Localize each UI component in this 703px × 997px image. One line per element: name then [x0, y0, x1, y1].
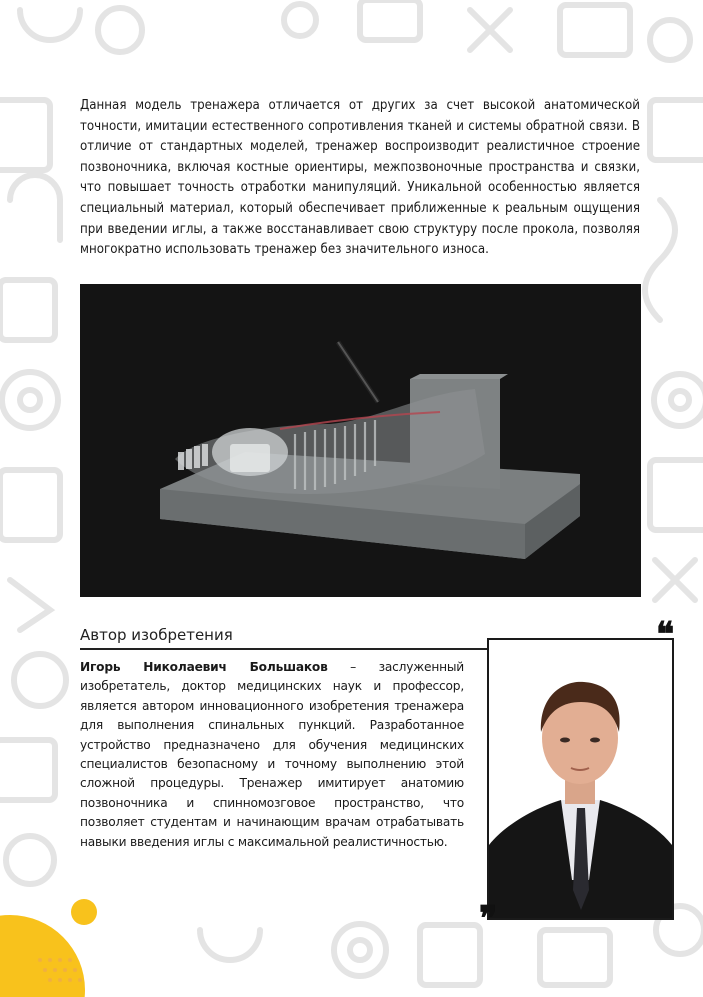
author-bio: [80, 658, 464, 852]
author-bio-text: – заслуженный изобретатель, доктор медицинских наук и профессор, является автором инновационного изобретения тренажера для выполнения спинальных пункций. Разработанное устройство предназначено для обучения медицинских специалистов безопасному и точному выполнению этой сложной процедуры. Тренажер имитирует анатомию позвоночника и спинномозговое пространство, что позволяет студентам и начинающим врачам отрабатывать навыки введения иглы с максимальной реалистичностью.: [80, 660, 464, 849]
spine-model-illustration: [80, 284, 641, 597]
spine-simulator-render: [80, 284, 641, 597]
close-quote-icon: ❞: [479, 899, 498, 939]
open-quote-icon: ❝: [656, 615, 675, 655]
portrait-photo: [489, 640, 672, 918]
author-section-heading: Автор изобретения: [80, 626, 233, 644]
author-name: Игорь Николаевич Большаков: [80, 660, 328, 674]
intro-paragraph: Данная модель тренажера отличается от других за счет высокой анатомической точности, имитации естественного сопротивления тканей и системы обратной связи. В отличие от стандартных моделей, тренажер воспроизводит реалистичное строение позвоночника, включая костные ориентиры, межпозвоночные пространства и связки, что повышает точность отработки манипуляций. Уникальной особенностью является специальный материал, который обеспечивает приближенные к реальным ощущения при введении иглы, а также восстанавливает свою структуру после прокола, позволяя многократно использовать тренажер без значительного износа.: [80, 98, 640, 258]
heading-underline: [80, 648, 498, 650]
author-portrait: [487, 638, 674, 920]
